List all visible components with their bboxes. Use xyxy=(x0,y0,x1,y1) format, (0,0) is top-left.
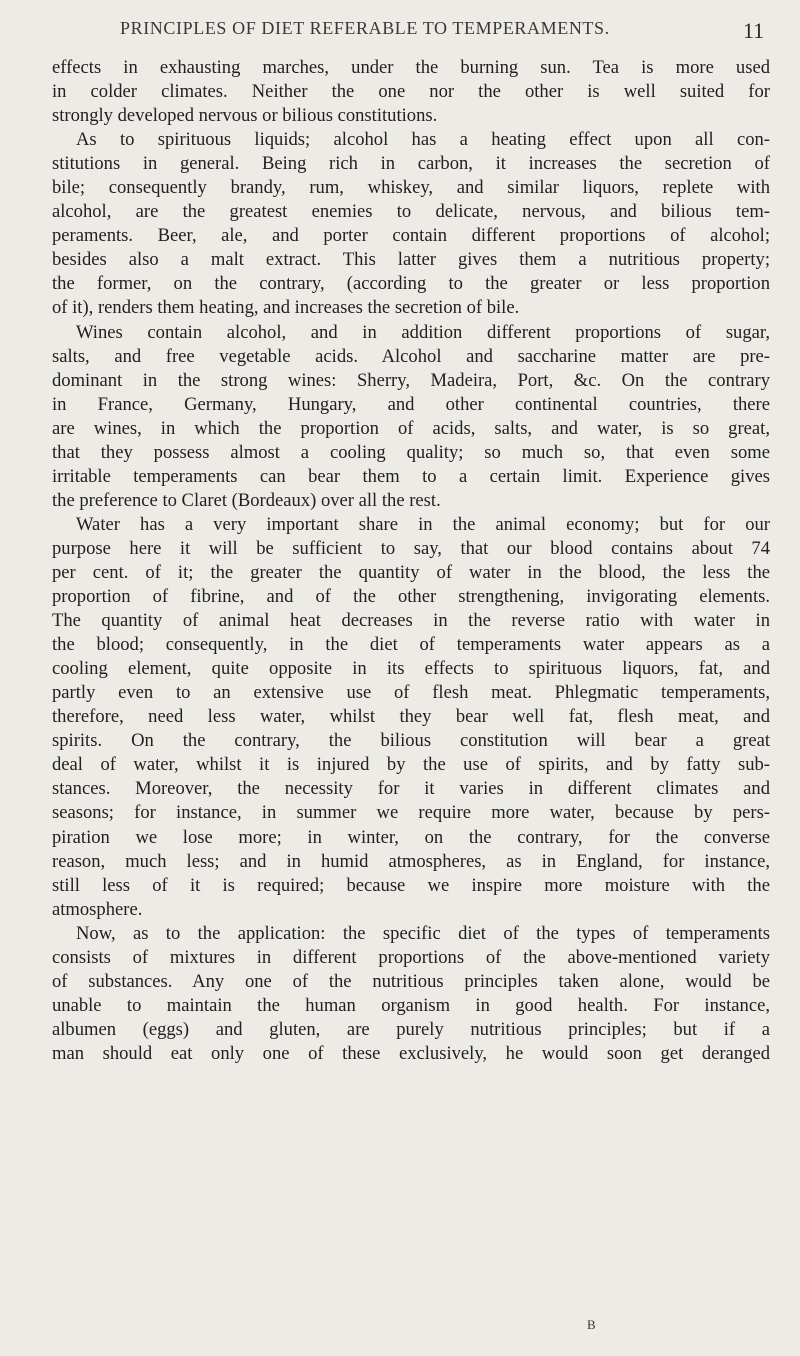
text-line: still less of it is required; because we inspire more moisture with the xyxy=(52,874,770,896)
text-line: purpose here it will be sufficient to say, that our blood contains about 74 xyxy=(52,537,770,559)
text-line: the preference to Claret (Bordeaux) over all the rest. xyxy=(52,489,441,511)
text-line: peraments. Beer, ale, and porter contain different proportions of alcohol; xyxy=(52,225,770,247)
text-line: Water has a very important share in the animal economy; but for our xyxy=(76,513,770,535)
text-line: of it), renders them heating, and increases the secretion of bile. xyxy=(52,297,520,319)
text-line: of substances. Any one of the nutritious principles taken alone, would be xyxy=(52,970,770,992)
text-line: deal of water, whilst it is injured by the use of spirits, and by fatty sub- xyxy=(52,754,770,776)
running-title: PRINCIPLES OF DIET REFERABLE TO TEMPERAMENTS. xyxy=(120,18,610,38)
text-line: man should eat only one of these exclusively, he would soon get deranged xyxy=(52,1042,770,1064)
text-line: irritable temperaments can bear them to a certain limit. Experience gives xyxy=(52,465,770,487)
text-line: spirits. On the contrary, the bilious constitution will bear a great xyxy=(52,730,770,752)
text-line: consists of mixtures in different proportions of the above-mentioned variety xyxy=(52,946,770,968)
running-head xyxy=(0,18,800,48)
text-line: salts, and free vegetable acids. Alcohol and saccharine matter are pre- xyxy=(52,345,770,367)
text-line: atmosphere. xyxy=(52,898,143,920)
text-line: in colder climates. Neither the one nor the other is well suited for xyxy=(52,81,770,103)
text-line: Now, as to the application: the specific diet of the types of temperaments xyxy=(76,922,770,944)
text-line: bile; consequently brandy, rum, whiskey, and similar liquors, replete with xyxy=(52,177,770,199)
page-number: 11 xyxy=(743,18,765,43)
text-line: stances. Moreover, the necessity for it varies in different climates and xyxy=(52,778,770,800)
text-line: in France, Germany, Hungary, and other continental countries, there xyxy=(52,393,770,415)
text-line: alcohol, are the greatest enemies to delicate, nervous, and bilious tem- xyxy=(52,201,770,223)
text-line: seasons; for instance, in summer we require more water, because by pers- xyxy=(52,802,770,824)
text-line: the blood; consequently, in the diet of temperaments water appears as a xyxy=(52,634,770,656)
text-line: per cent. of it; the greater the quantity of water in the blood, the less the xyxy=(52,561,770,583)
text-line: As to spirituous liquids; alcohol has a heating effect upon all con- xyxy=(76,129,770,151)
text-line: piration we lose more; in winter, on the contrary, for the converse xyxy=(52,826,770,848)
text-line: stitutions in general. Being rich in carbon, it increases the secretion of xyxy=(52,153,770,175)
signature-mark: B xyxy=(587,1317,596,1332)
text-line: dominant in the strong wines: Sherry, Madeira, Port, &c. On the contrary xyxy=(52,369,770,391)
text-line: effects in exhausting marches, under the burning sun. Tea is more used xyxy=(52,57,770,78)
text-line: besides also a malt extract. This latter gives them a nutritious property; xyxy=(52,249,770,271)
text-line: cooling element, quite opposite in its effects to spirituous liquors, fat, and xyxy=(52,658,770,680)
text-line: that they possess almost a cooling quality; so much so, that even some xyxy=(52,441,770,463)
text-line: The quantity of animal heat decreases in the reverse ratio with water in xyxy=(52,610,770,632)
text-line: are wines, in which the proportion of acids, salts, and water, is so great, xyxy=(52,417,770,439)
text-line: reason, much less; and in humid atmospheres, as in England, for instance, xyxy=(52,850,770,872)
text-line: unable to maintain the human organism in good health. For instance, xyxy=(52,994,770,1016)
text-line: partly even to an extensive use of flesh meat. Phlegmatic temperaments, xyxy=(52,682,770,704)
text-line: strongly developed nervous or bilious constitutions. xyxy=(52,105,438,127)
text-line: therefore, need less water, whilst they bear well fat, flesh meat, and xyxy=(52,706,770,728)
text-line: the former, on the contrary, (according to the greater or less proportion xyxy=(52,273,770,295)
text-line: Wines contain alcohol, and in addition different proportions of sugar, xyxy=(76,321,770,343)
body-text xyxy=(52,56,770,1066)
text-line: proportion of fibrine, and of the other strengthening, invigorating elements. xyxy=(52,586,770,608)
text-line: albumen (eggs) and gluten, are purely nutritious principles; but if a xyxy=(52,1018,770,1040)
